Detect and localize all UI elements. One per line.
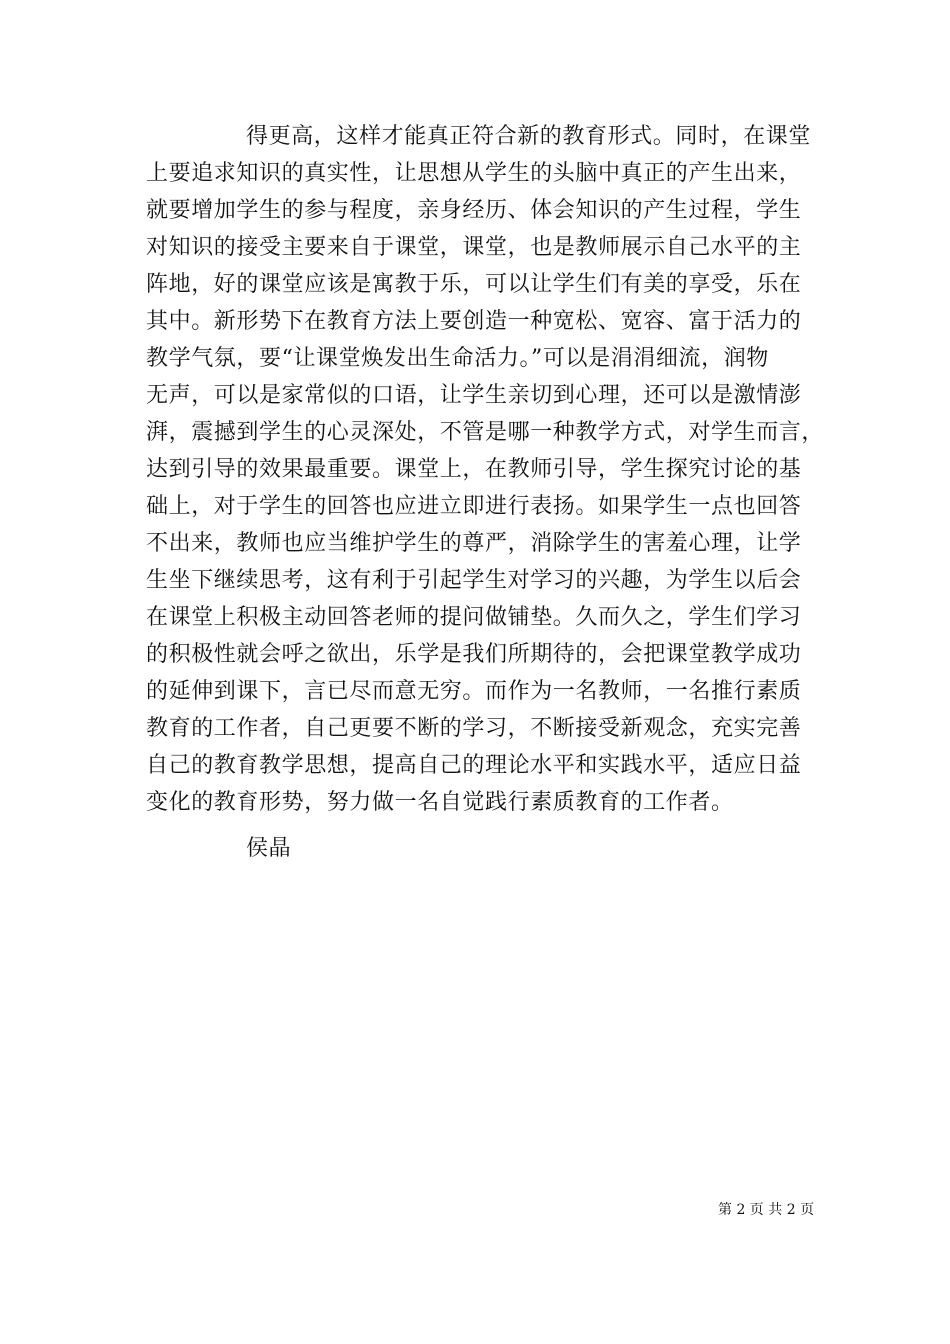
- body-paragraph: [146, 118, 826, 821]
- paragraph-line: 无声，可以是家常似的口语，让学生亲切到心理，还可以是激情澎: [146, 383, 802, 408]
- paragraph-line: 生坐下继续思考，这有利于引起学生对学习的兴趣，为学生以后会: [146, 568, 802, 593]
- paragraph-line: 阵地，好的课堂应该是寓教于乐，可以让学生们有美的享受，乐在: [146, 272, 802, 297]
- paragraph-line: 湃，震撼到学生的心灵深处，不管是哪一种教学方式，对学生而言，: [146, 420, 825, 445]
- paragraph-line: 得更高，这样才能真正符合新的教育形式。同时，在课堂: [246, 124, 812, 149]
- paragraph-line: 在课堂上积极主动回答老师的提问做铺垫。久而久之，学生们学习: [146, 605, 802, 630]
- paragraph-line: 的延伸到课下，言已尽而意无穷。而作为一名教师，一名推行素质: [146, 679, 802, 704]
- paragraph-line: 变化的教育形势，努力做一名自觉践行素质教育的工作者。: [146, 790, 734, 815]
- paragraph-line: 教学气氛，要“让课堂焕发出生命活力。”可以是涓涓细流，润物: [146, 346, 769, 371]
- paragraph-line: 上要追求知识的真实性，让思想从学生的头脑中真正的产生出来，: [146, 161, 802, 186]
- paragraph-line: 教育的工作者，自己更要不断的学习，不断接受新观念，充实完善: [146, 716, 802, 741]
- paragraph-line: 不出来，教师也应当维护学生的尊严，消除学生的害羞心理，让学: [146, 531, 802, 556]
- page-number-footer: 第 2 页 共 2 页: [718, 1202, 815, 1218]
- paragraph-line: 础上，对于学生的回答也应进立即进行表扬。如果学生一点也回答: [146, 494, 802, 519]
- paragraph-line: 自己的教育教学思想，提高自己的理论水平和实践水平，适应日益: [146, 753, 802, 778]
- author-signature: 侯晶: [246, 836, 292, 861]
- paragraph-line: 的积极性就会呼之欲出，乐学是我们所期待的，会把课堂教学成功: [146, 642, 802, 667]
- paragraph-line: 其中。新形势下在教育方法上要创造一种宽松、宽容、富于活力的: [146, 309, 802, 334]
- paragraph-line: 对知识的接受主要来自于课堂，课堂，也是教师展示自己水平的主: [146, 235, 802, 260]
- paragraph-line: 达到引导的效果最重要。课堂上，在教师引导，学生探究讨论的基: [146, 457, 802, 482]
- paragraph-line: 就要增加学生的参与程度，亲身经历、体会知识的产生过程，学生: [146, 198, 802, 223]
